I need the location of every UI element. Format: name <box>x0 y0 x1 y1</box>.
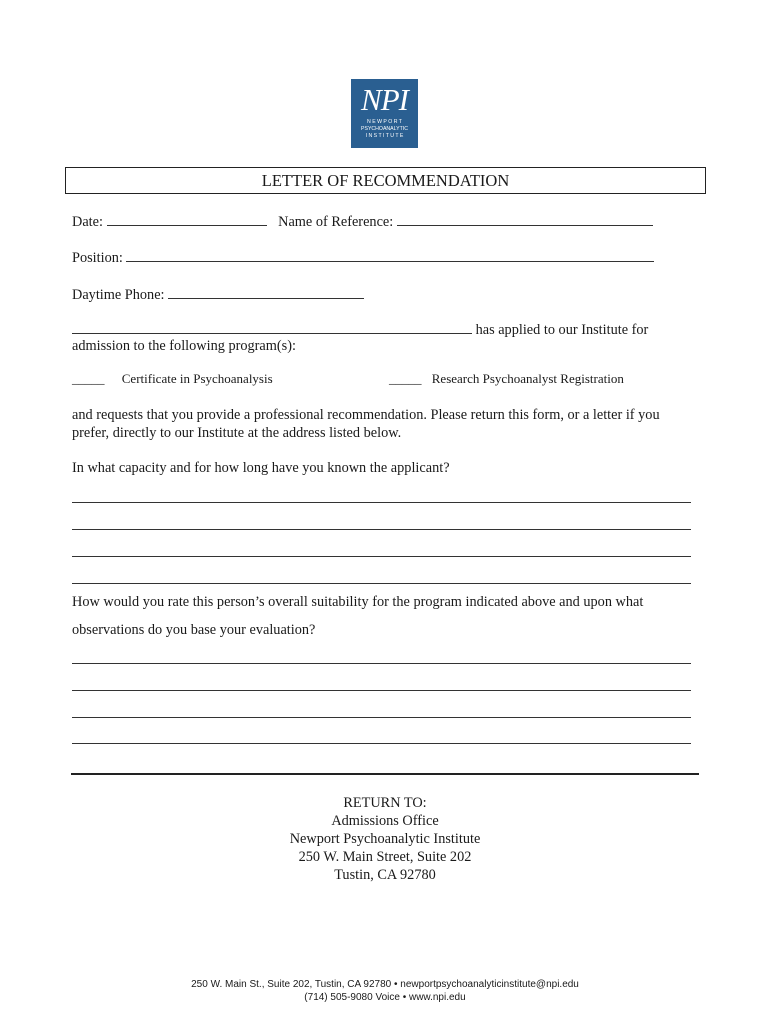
applicant-name-field[interactable] <box>72 319 472 334</box>
title-box <box>65 167 706 194</box>
answer-line[interactable] <box>72 717 691 718</box>
phone-row <box>72 284 364 304</box>
page-title: LETTER OF RECOMMENDATION <box>261 171 510 190</box>
answer-line[interactable] <box>72 556 691 557</box>
return-line-1: Admissions Office <box>331 813 439 829</box>
footer-contact: (714) 505-9080 Voice • www.npi.edu <box>304 992 466 1003</box>
section-divider <box>71 773 699 775</box>
program-option-research[interactable] <box>389 371 624 387</box>
program-checkbox-blank[interactable]: _____ <box>72 371 105 386</box>
answer-line[interactable] <box>72 743 691 744</box>
logo-letters: NPI <box>361 82 408 117</box>
position-label: Position: <box>72 250 123 266</box>
logo-line-psychoanalytic: PSYCHOANALYTIC <box>361 126 408 132</box>
date-row <box>72 211 653 231</box>
program-option-certificate[interactable] <box>72 371 273 387</box>
return-line-3: 250 W. Main Street, Suite 202 <box>298 849 472 865</box>
answer-line[interactable] <box>72 502 691 503</box>
return-heading: RETURN TO: <box>343 795 427 811</box>
logo-line-newport: N E W P O R T <box>367 119 402 125</box>
applicant-row <box>72 319 648 339</box>
date-field[interactable] <box>107 211 267 226</box>
reference-name-field[interactable] <box>397 211 653 226</box>
phone-label: Daytime Phone: <box>72 287 165 303</box>
reference-label: Name of Reference: <box>278 214 394 230</box>
request-line-2: prefer, directly to our Institute at the address listed below. <box>72 425 402 441</box>
answer-line[interactable] <box>72 663 691 664</box>
answer-line[interactable] <box>72 690 691 691</box>
question-2-line-1: How would you rate this person’s overall suitability for the program indicated above and upon what <box>72 594 644 610</box>
answer-line[interactable] <box>72 583 691 584</box>
applicant-suffix: has applied to our Institute for <box>475 322 649 338</box>
program-label: Research Psychoanalyst Registration <box>431 371 624 386</box>
question-2-line-2: observations do you base your evaluation? <box>72 622 316 638</box>
footer-address: 250 W. Main St., Suite 202, Tustin, CA 92780 • newportpsychoanalyticinstitute@npi.edu <box>191 979 579 990</box>
position-row <box>72 247 654 267</box>
date-label: Date: <box>72 214 103 230</box>
npi-logo <box>351 79 418 148</box>
applicant-line2: admission to the following program(s): <box>72 338 296 354</box>
return-line-2: Newport Psychoanalytic Institute <box>289 831 481 847</box>
return-line-4: Tustin, CA 92780 <box>334 867 436 883</box>
daytime-phone-field[interactable] <box>168 284 364 299</box>
position-field[interactable] <box>126 247 654 262</box>
request-line-1: and requests that you provide a professional recommendation. Please return this form, or a letter if you <box>72 407 660 423</box>
program-checkbox-blank[interactable]: _____ <box>389 371 422 386</box>
question-1: In what capacity and for how long have you known the applicant? <box>72 460 450 476</box>
program-label: Certificate in Psychoanalysis <box>121 371 273 386</box>
logo-line-institute: I N S T I T U T E <box>365 133 404 139</box>
answer-line[interactable] <box>72 529 691 530</box>
